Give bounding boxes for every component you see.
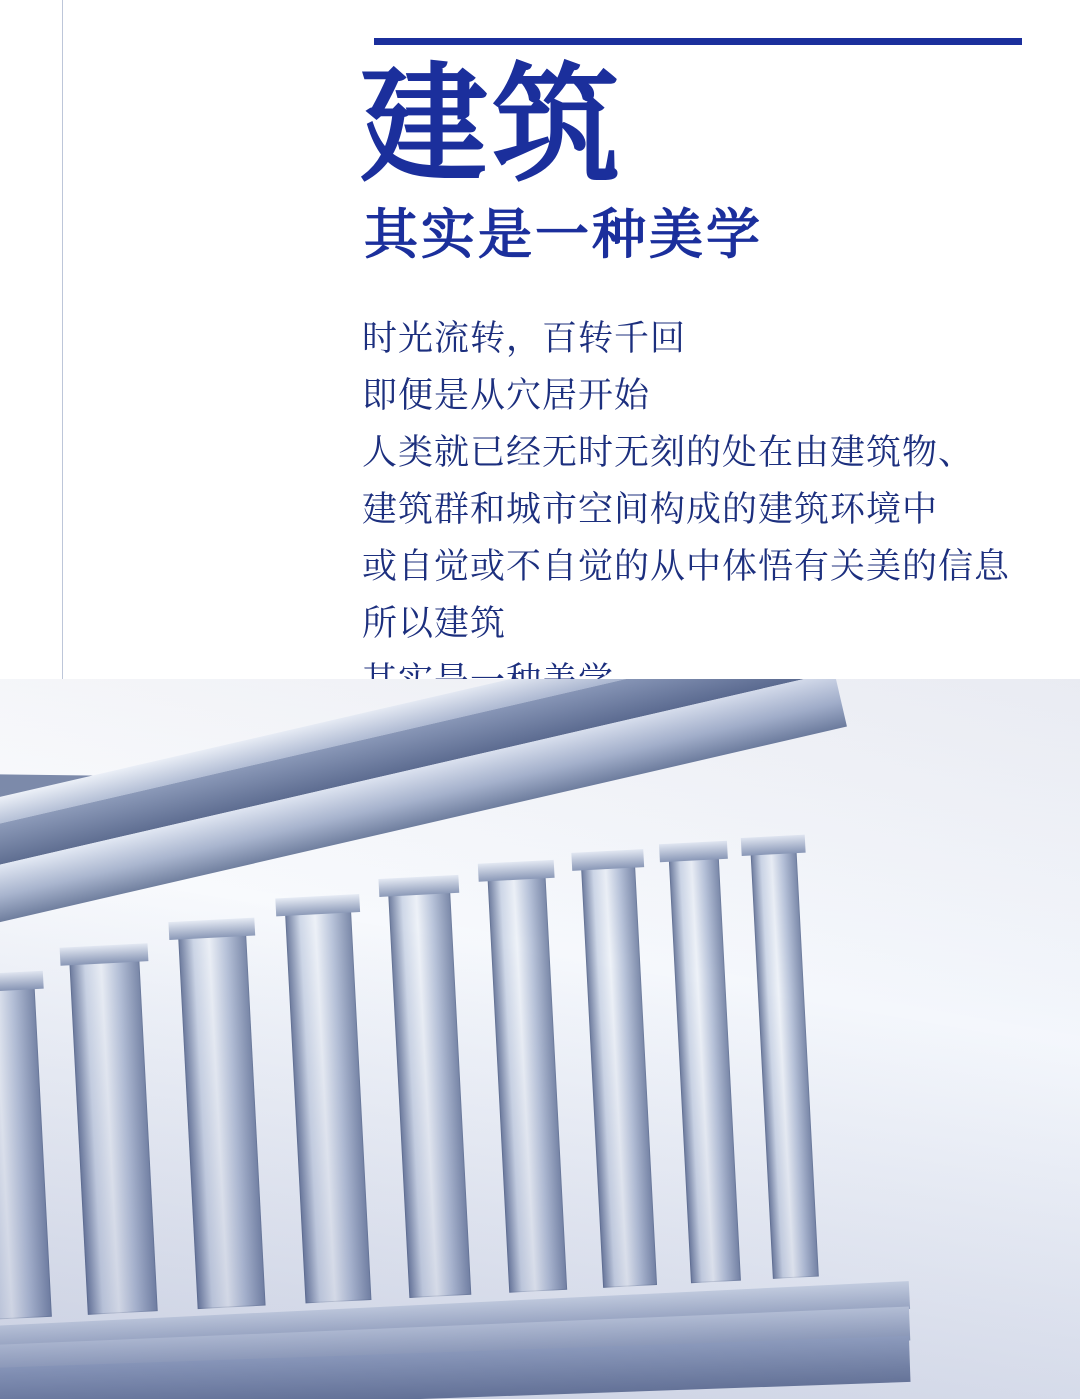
column (69, 960, 157, 1315)
temple-illustration (0, 699, 870, 1399)
column (388, 891, 471, 1298)
colonnade (0, 846, 849, 1321)
top-accent-bar (374, 38, 1022, 45)
body-line: 建筑群和城市空间构成的建筑环境中 (362, 490, 939, 529)
column (285, 910, 371, 1303)
body-line: 所以建筑 (362, 604, 507, 643)
column (581, 866, 657, 1288)
column (178, 934, 265, 1309)
column (488, 876, 568, 1292)
body-line: 即便是从穴居开始 (362, 376, 651, 415)
page-subtitle: 其实是一种美学 (364, 204, 763, 265)
body-copy (362, 310, 1022, 709)
column (751, 851, 819, 1279)
column (0, 987, 52, 1320)
title-block (360, 54, 1040, 266)
body-line: 人类就已经无时无刻的处在由建筑物、 (362, 433, 975, 472)
page-title: 建筑 (360, 54, 625, 197)
column (669, 857, 741, 1283)
greek-temple-photo (0, 679, 1080, 1399)
body-line: 或自觉或不自觉的从中体悟有关美的信息 (362, 547, 1011, 586)
body-line: 时光流转，百转千回 (362, 319, 687, 358)
